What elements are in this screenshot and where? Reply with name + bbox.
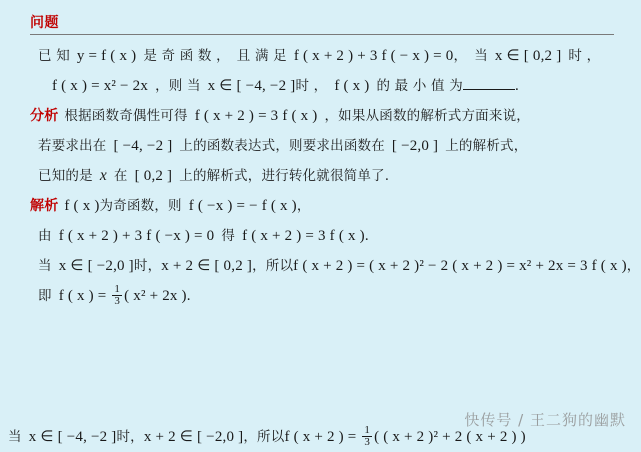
solution-text-13: 时， [116, 429, 144, 445]
problem-formula-4: f ( x ) = x² − 2x [52, 78, 149, 94]
solution-formula-8: f ( x ) = [58, 288, 111, 304]
analysis-text-7: 在 [113, 168, 128, 184]
fraction-denominator-2: 3 [364, 436, 371, 449]
analysis-text-8: 上的解析式，进行转化就很简单了. [179, 168, 390, 184]
problem-text-10: . [514, 78, 519, 94]
solution-text-14: ，所以 [243, 429, 285, 445]
solution-formula-12: f ( x + 2 ) = [284, 429, 361, 445]
problem-text-6: 时 ， [568, 48, 601, 64]
analysis-formula-2: [ −4, −2 ] [113, 138, 173, 154]
analysis-text-5: 上的解析式， [445, 138, 528, 154]
solution-formula-10: x ∈ [ −4, −2 ] [28, 429, 117, 445]
problem-text-3: 且 满 足 [236, 48, 287, 64]
problem-formula-5: x ∈ [ −4, −2 ] [207, 78, 296, 94]
solution-line-4 [30, 281, 614, 311]
solution-formula-1: f ( x ) [64, 198, 100, 214]
problem-formula-1: y = f ( x ) [76, 48, 137, 64]
fraction-one-third-2 [362, 425, 372, 449]
analysis-formula-5: [ 0,2 ] [134, 168, 173, 184]
solution-text-12: 当 [8, 429, 22, 445]
solution-tag: 解析 [30, 198, 59, 214]
problem-text-9: 的 最 小 值 为 [376, 78, 463, 94]
problem-formula-3: x ∈ [ 0,2 ] [494, 48, 562, 64]
solution-formula-2: f ( −x ) = − f ( x ) [188, 198, 297, 214]
analysis-text-4: 上的函数表达式，则要求出函数在 [179, 138, 385, 154]
solution-text-7: 时， [133, 258, 162, 274]
problem-formula-6: f ( x ) [334, 78, 370, 94]
fraction-numerator: 1 [114, 282, 121, 295]
analysis-text-1: 根据函数奇偶性可得 [64, 108, 188, 124]
solution-text-9: ， [626, 258, 641, 274]
solution-text-1: 为奇函数，则 [99, 198, 182, 214]
solution-text-11: . [186, 288, 191, 304]
analysis-text-2: ，如果从函数的解析式方面来说， [324, 108, 530, 124]
problem-text-5: 当 [474, 48, 488, 64]
solution-text-3: 由 [38, 228, 52, 244]
solution-formula-4: f ( x + 2 ) = 3 f ( x ) [242, 228, 365, 244]
solution-text-4: 得 [221, 228, 236, 244]
title-divider [30, 34, 614, 35]
solution-formula-7: f ( x + 2 ) = ( x + 2 )² − 2 ( x + 2 ) = x² + 2x = 3 f ( x ) [293, 258, 627, 274]
analysis-line-2 [30, 131, 614, 161]
problem-line-2 [30, 71, 614, 101]
solution-formula-11: x + 2 ∈ [ −2,0 ] [143, 429, 244, 445]
problem-text-1: 已 知 [38, 48, 70, 64]
problem-text-8: 时 ， [295, 78, 328, 94]
problem-text-2: 是 奇 函 数 ， [143, 48, 230, 64]
analysis-formula-3: [ −2,0 ] [391, 138, 439, 154]
solution-text-5: . [364, 228, 369, 244]
fraction-denominator: 3 [114, 295, 121, 308]
analysis-text-3: 若要求出在 [38, 138, 107, 154]
solution-line-3 [30, 251, 641, 281]
analysis-formula-4: x [99, 167, 107, 184]
section-title: 问题 [30, 15, 59, 31]
solution-text-2: ， [296, 198, 311, 214]
solution-formula-9: ( x² + 2x ) [124, 288, 187, 304]
solution-line-2 [30, 221, 614, 251]
analysis-line-3 [30, 161, 614, 191]
solution-line-1 [30, 191, 614, 221]
analysis-tag: 分析 [30, 108, 59, 124]
solution-text-10: 即 [38, 288, 52, 304]
solution-formula-5: x ∈ [ −2,0 ] [58, 258, 134, 274]
problem-formula-2: f ( x + 2 ) + 3 f ( − x ) = 0 [293, 48, 454, 64]
analysis-formula-1: f ( x + 2 ) = 3 f ( x ) [194, 108, 318, 124]
solution-text-6: 当 [38, 258, 52, 274]
fraction-one-third [112, 284, 122, 308]
solution-text-8: ，所以 [252, 258, 294, 274]
solution-formula-3: f ( x + 2 ) + 3 f ( −x ) = 0 [58, 228, 215, 244]
problem-text-7: ，则 当 [155, 78, 201, 94]
solution-formula-13: ( ( x + 2 )² + 2 ( x + 2 ) ) [374, 429, 526, 445]
analysis-text-6: 已知的是 [38, 168, 93, 184]
answer-blank [463, 77, 515, 90]
problem-text-4: ， [453, 48, 468, 64]
analysis-line-1 [30, 101, 614, 131]
watermark: 快传号 / 王二狗的幽默 [464, 411, 626, 429]
problem-line-1 [30, 41, 614, 71]
solution-formula-6: x + 2 ∈ [ 0,2 ] [161, 258, 253, 274]
fraction-numerator-2: 1 [364, 423, 371, 436]
